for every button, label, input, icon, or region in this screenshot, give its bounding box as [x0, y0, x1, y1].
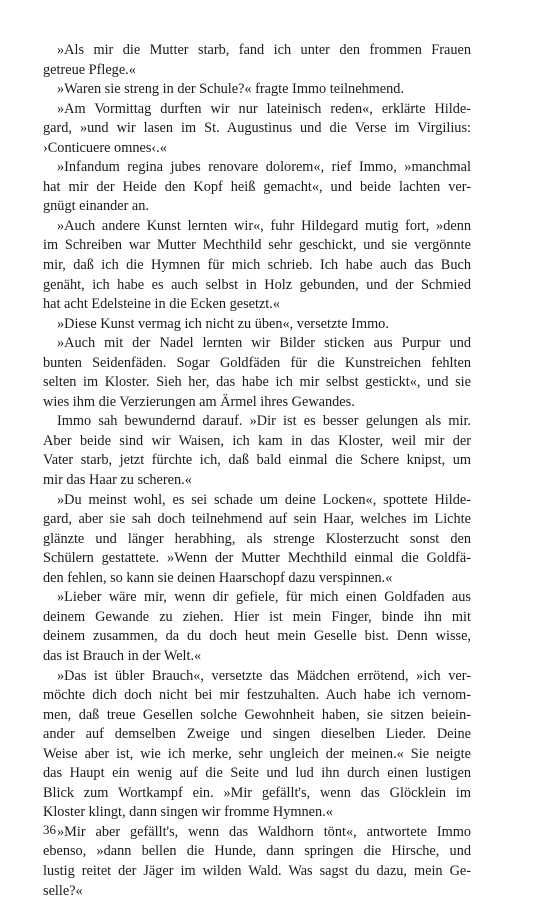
text-line: hat mir der Heide den Kopf heiß gemacht«, und beide lachten ver- — [43, 178, 471, 195]
text-line: möchte dich doch nicht bei mir festzuhalten. Auch habe ich vernom- — [43, 687, 471, 704]
text-line: Vater starb, jetzt fürchte ich, daß bald einmal die Schere knipst, um — [43, 452, 471, 469]
text-line: den fehlen, so kann sie deinen Haarschopf dazu verspinnen.« — [43, 569, 393, 586]
text-line: »Am Vormittag durften wir nur lateinisch reden«, erklärte Hilde- — [57, 100, 471, 117]
text-line: mir, daß ich die Hymnen für mich schrieb. Ich habe auch das Buch — [43, 257, 471, 274]
text-line: Blick zum Wortkampf ein. »Mir gefällt's, wenn das Glöcklein im — [43, 784, 471, 801]
text-line: Aber beide sind wir Waisen, ich kam in das Kloster, weil mir der — [43, 432, 471, 449]
text-line: selle?« — [43, 882, 83, 899]
text-line: mir das Haar zu scheren.« — [43, 472, 192, 489]
text-line: Schülern gestattete. »Wenn der Mutter Mechthild einmal die Goldfä- — [43, 550, 471, 567]
text-line: »Infandum regina jubes renovare dolorem«, rief Immo, »manchmal — [57, 159, 471, 176]
text-line: »Mir aber gefällt's, wenn das Waldhorn tönt«, antwortete Immo — [57, 823, 471, 840]
text-line: genäht, ich habe es auch selbst in Holz gebunden, und der Schmied — [43, 276, 471, 293]
text-line: gard, aber sie sah doch teilnehmend auf sein Haar, welches im Lichte — [43, 511, 471, 528]
text-line: »Waren sie streng in der Schule?« fragte Immo teilnehmend. — [57, 81, 405, 98]
text-line: hat acht Edelsteine in die Ecken gesetzt.« — [43, 296, 280, 313]
text-line: selten im Kloster. Sieh her, das habe ich mir selbst gestickt«, und sie — [43, 374, 471, 391]
text-line: ebenso, »dann bellen die Hunde, dann springen die Hirsche, und — [43, 843, 471, 860]
text-line: Weise aber ist, wie ich merke, sehr ungleich der meinen.« Sie neigte — [43, 745, 471, 762]
text-line: deinem zusammen, da du doch heut mein Geselle bist. Denn wisse, — [43, 628, 471, 645]
text-line: »Als mir die Mutter starb, fand ich unter den frommen Frauen — [57, 42, 471, 58]
text-line: »Du meinst wohl, es sei schade um deine Locken«, spottete Hilde- — [57, 491, 471, 508]
text-line: glänzte und länger herabhing, als strenge Klosterzucht sonst den — [43, 530, 471, 547]
text-line: deinem Gewande zu ziehen. Hier ist mein Finger, binde ihn mit — [43, 608, 471, 625]
text-line: das ist Brauch in der Welt.« — [43, 647, 202, 664]
text-line: getreue Pflege.« — [43, 61, 136, 78]
text-line: Immo sah bewundernd darauf. »Dir ist es besser gelungen als mir. — [57, 413, 471, 430]
body-text — [43, 41, 471, 901]
text-line: »Das ist übler Brauch«, versetzte das Mädchen errötend, »ich ver- — [57, 667, 471, 684]
text-line: bunten Seidenfäden. Sogar Goldfäden für die Kunstreichen fehlten — [43, 354, 471, 371]
text-line: ›Conticuere omnes‹.« — [43, 139, 167, 156]
text-line: »Auch andere Kunst lernten wir«, fuhr Hildegard mutig fort, »denn — [57, 217, 471, 234]
page-number: 36 — [43, 822, 56, 837]
text-line: wies ihm die Verzierungen am Ärmel ihres Gewandes. — [43, 393, 355, 410]
text-line: ander auf demselben Zweige und singen dieselben Lieder. Deine — [43, 726, 471, 743]
text-line: gnügt einander an. — [43, 198, 149, 215]
text-line: im Schreiben war Mutter Mechthild sehr geschickt, und sie vergönnte — [43, 237, 471, 254]
text-line: gard, »und wir lasen im St. Augustinus und die Verse im Virgilius: — [43, 120, 471, 137]
text-line: lustig reitet der Jäger im wilden Wald. Was sagst du dazu, mein Ge- — [43, 862, 471, 879]
text-line: Kloster klingt, dann singen wir fromme Hymnen.« — [43, 804, 333, 821]
text-line: »Lieber wäre mir, wenn dir gefiele, für mich einen Goldfaden aus — [57, 589, 471, 606]
text-line: das Haupt ein wenig auf die Seite und lud ihn durch einen lustigen — [43, 765, 471, 782]
text-line: »Auch mit der Nadel lernten wir Bilder sticken aus Purpur und — [57, 335, 471, 352]
text-line: »Diese Kunst vermag ich nicht zu üben«, versetzte Immo. — [57, 315, 389, 332]
text-line: men, daß treue Gesellen solche Gewohnheit haben, sie sitzen beiein- — [43, 706, 471, 723]
